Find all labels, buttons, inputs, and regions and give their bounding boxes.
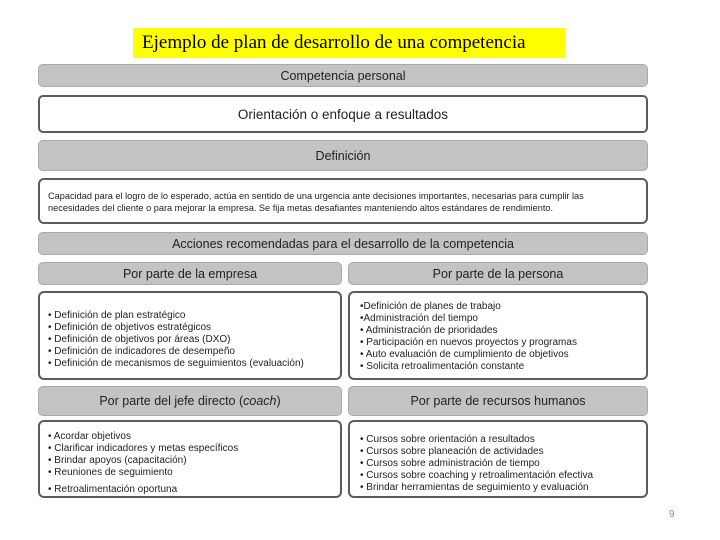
persona-action-item: • Administración de prioridades <box>360 325 498 336</box>
definicion-text-box <box>38 178 648 224</box>
acciones-header-label: Acciones recomendadas para el desarrollo de la competencia <box>172 236 514 251</box>
persona-action-item: • Participación en nuevos proyectos y programas <box>360 337 577 348</box>
persona-action-item: •Definición de planes de trabajo <box>360 301 501 312</box>
competencia-name: Orientación o enfoque a resultados <box>237 106 449 122</box>
competencia-header <box>38 64 648 87</box>
jefe-header-suffix: ) <box>276 394 281 408</box>
rrhh-actions-list <box>360 434 646 494</box>
competencia-header-label: Competencia personal <box>280 68 406 83</box>
empresa-header-label: Por parte de la empresa <box>122 266 258 281</box>
persona-action-item: • Solicita retroalimentación constante <box>360 361 525 372</box>
persona-actions-list <box>360 301 646 373</box>
jefe-header-prefix: Por parte del jefe directo ( <box>99 394 244 408</box>
jefe-action-item: • Clarificar indicadores y metas específicos <box>48 443 239 454</box>
definicion-header-label: Definición <box>315 148 371 163</box>
empresa-actions-box <box>38 291 342 380</box>
persona-header <box>348 262 648 285</box>
jefe-actions-box <box>38 420 342 498</box>
definicion-text-line-1: Capacidad para el logro de lo esperado, actúa en sentido de una urgencia ante decisiones importantes, necesarias para cumplir las <box>48 191 584 201</box>
rrhh-actions-box <box>348 420 648 498</box>
rrhh-action-item: • Cursos sobre planeación de actividades <box>360 446 544 457</box>
page-number: 9 <box>669 509 675 520</box>
rrhh-action-item: • Cursos sobre coaching y retroalimentación efectiva <box>360 470 594 481</box>
empresa-action-item: • Definición de objetivos estratégicos <box>48 322 212 333</box>
acciones-header <box>38 232 648 255</box>
empresa-action-item: • Definición de indicadores de desempeño <box>48 346 235 357</box>
empresa-action-item: • Definición de plan estratégico <box>48 310 186 321</box>
empresa-action-item: • Definición de mecanismos de seguimientos (evaluación) <box>48 358 304 369</box>
jefe-actions-list <box>48 431 340 496</box>
persona-action-item: • Auto evaluación de cumplimiento de objetivos <box>360 349 569 360</box>
empresa-header <box>38 262 342 285</box>
jefe-action-item: • Acordar objetivos <box>48 431 131 442</box>
persona-actions-box <box>348 291 648 380</box>
definicion-header <box>38 140 648 171</box>
rrhh-header <box>348 386 648 416</box>
rrhh-header-label: Por parte de recursos humanos <box>410 394 586 408</box>
competencia-name-box <box>38 95 648 133</box>
persona-header-label: Por parte de la persona <box>432 266 564 281</box>
rrhh-action-item: • Cursos sobre administración de tiempo <box>360 458 540 469</box>
jefe-action-item: • Retroalimentación oportuna <box>48 484 178 495</box>
jefe-header-coach: coach <box>243 394 277 408</box>
empresa-actions-list <box>48 310 340 370</box>
rrhh-action-item: • Cursos sobre orientación a resultados <box>360 434 535 445</box>
jefe-header-label <box>99 394 280 408</box>
persona-action-item: •Administración del tiempo <box>360 313 478 324</box>
empresa-action-item: • Definición de objetivos por áreas (DXO) <box>48 334 231 345</box>
jefe-action-item: • Reuniones de seguimiento <box>48 467 173 478</box>
jefe-action-item: • Brindar apoyos (capacitación) <box>48 455 187 466</box>
definicion-text-line-2: necesidades del cliente o para mejorar la empresa. Se fija metas desafiantes manteniendo altos estándares de rendimiento. <box>48 203 554 213</box>
rrhh-action-item: • Brindar herramientas de seguimiento y evaluación <box>360 482 589 493</box>
slide-title: Ejemplo de plan de desarrollo de una competencia <box>133 28 565 58</box>
jefe-header <box>38 386 342 416</box>
